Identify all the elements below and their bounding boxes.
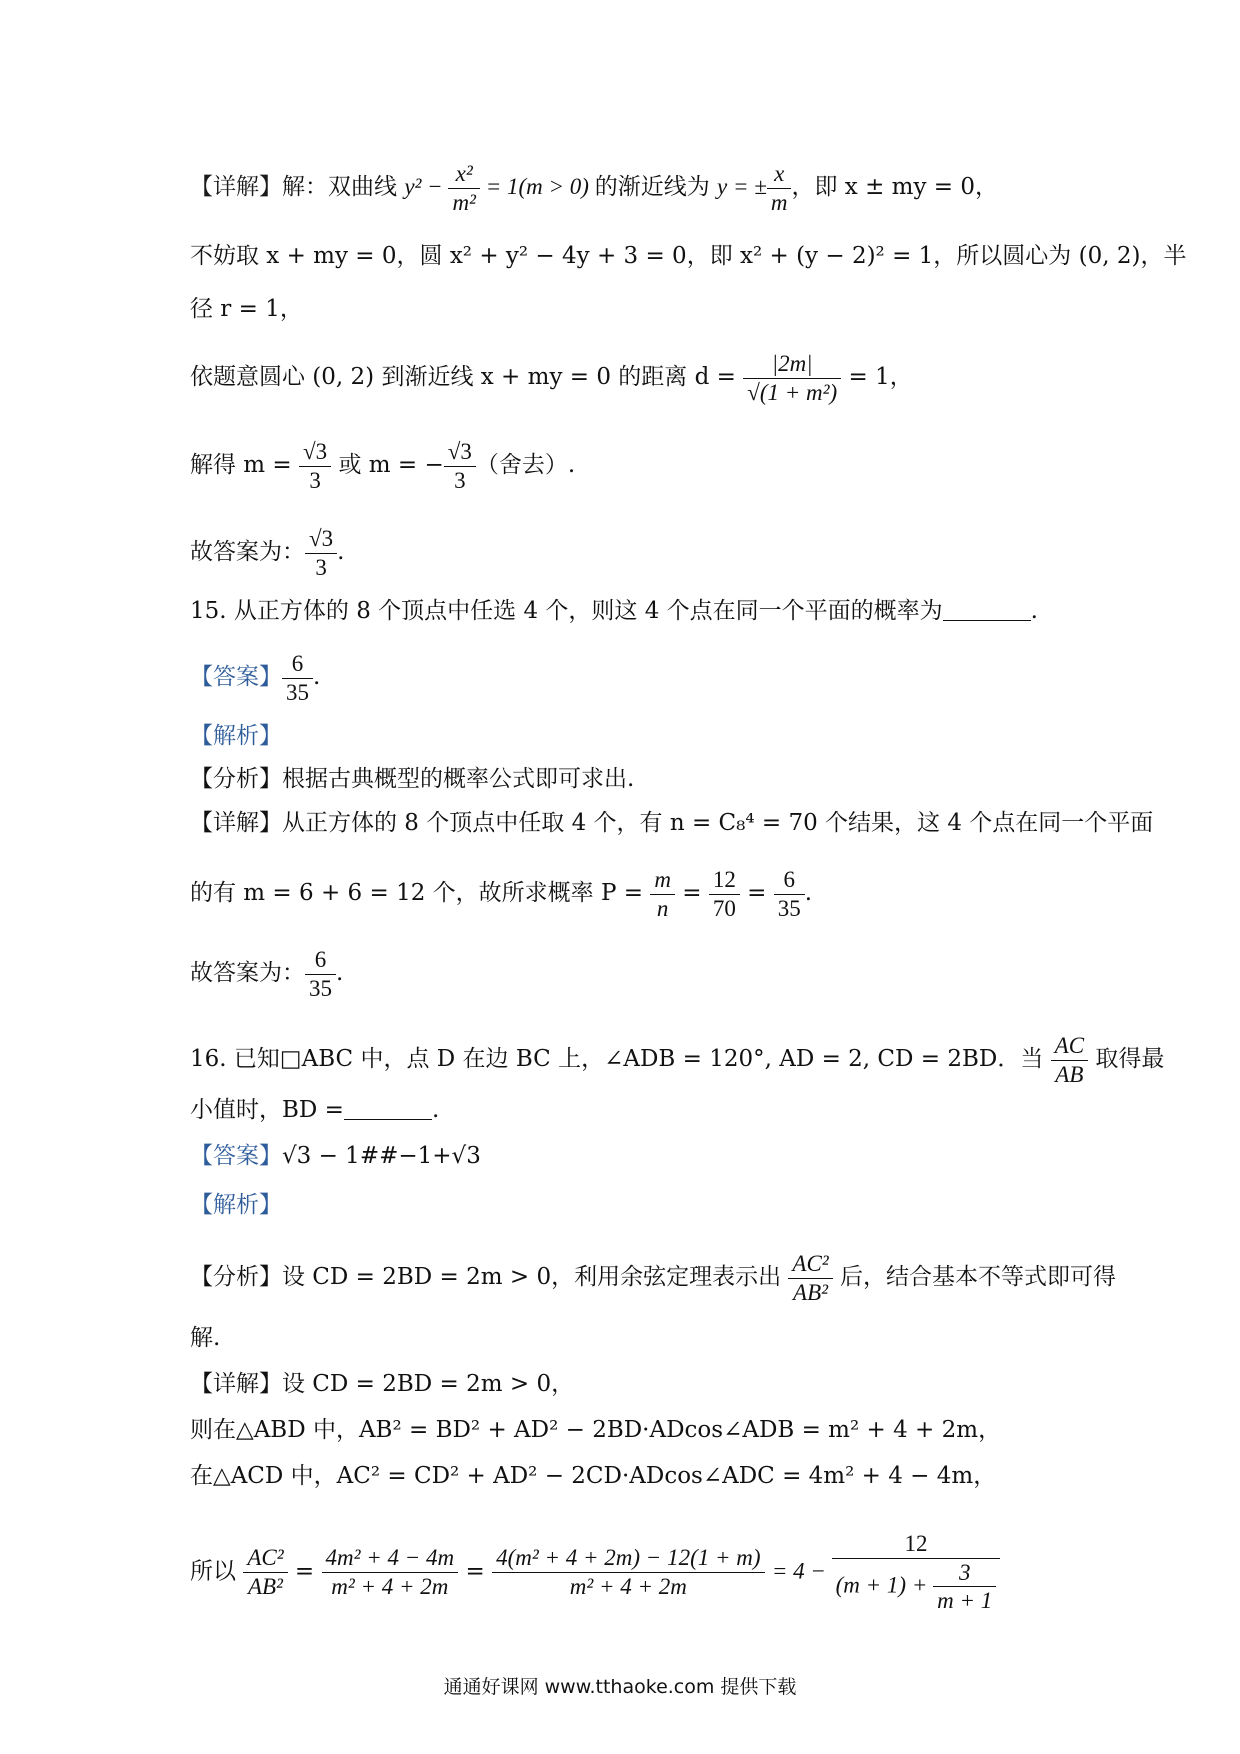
q15-final (190, 946, 343, 1002)
text: 的有 m = 6 + 6 = 12 个，故所求概率 P = (190, 880, 651, 907)
q16-fenxi (190, 1250, 1116, 1306)
text: . (431, 1097, 440, 1123)
q16-stem-2 (190, 1096, 439, 1125)
footer: 通通好课网 www.tthaoke.com 提供下载 (443, 1676, 797, 1698)
text: . (336, 960, 344, 987)
fraction (788, 1250, 832, 1306)
frac-num: AC² (243, 1544, 287, 1573)
frac-den: 3 (454, 467, 466, 493)
text: 故答案为： (190, 960, 305, 987)
q15-jiexi-tag: 【解析】 (190, 723, 282, 749)
fraction (322, 1544, 459, 1600)
frac-num: 4m² + 4 − 4m (322, 1544, 459, 1573)
fraction (444, 438, 476, 494)
frac-num: 12 (832, 1530, 1001, 1559)
sec1-line-4 (190, 350, 913, 406)
frac-num: √3 (305, 525, 337, 554)
text: 小值时，BD = (190, 1097, 344, 1123)
frac-den: √(1 + m²) (747, 379, 838, 405)
frac-num: 6 (305, 946, 336, 975)
frac-den: m² (452, 189, 476, 215)
frac-den: m + 1 (937, 1588, 993, 1614)
text: 取得最 (1088, 1046, 1165, 1073)
frac-den: 35 (309, 975, 332, 1001)
text: 或 m = − (331, 452, 444, 479)
text: 从正方体的 8 个顶点中任取 4 个，有 n = C₈⁴ = 70 个结果，这 4 个点在同一个平面 (282, 810, 1154, 836)
frac-num: m (650, 866, 675, 895)
text: 后，结合基本不等式即可得 (832, 1264, 1117, 1291)
answer-blank (344, 1096, 432, 1120)
text: . (337, 539, 345, 566)
fraction (774, 866, 805, 922)
frac-den: 35 (286, 679, 309, 705)
fraction (305, 946, 336, 1002)
sec1-line-6 (190, 525, 344, 581)
fraction (743, 350, 841, 406)
text: 解：双曲线 (282, 174, 405, 201)
frac-den: m (770, 189, 788, 215)
frac-den: 70 (712, 895, 736, 921)
answer-tag: 【答案】 (190, 1143, 282, 1169)
frac-num: x (767, 160, 792, 189)
frac-den: 3 (309, 467, 321, 493)
fraction (448, 160, 480, 216)
fraction (933, 1559, 996, 1615)
text: 的渐近线为 (594, 174, 717, 201)
detail-tag: 【详解】 (190, 174, 282, 201)
frac-den: AB² (247, 1573, 283, 1599)
text: 解得 m = (190, 452, 300, 479)
math: y² − (404, 174, 449, 200)
frac-num: x² (448, 160, 480, 189)
text: (m + 1) + (835, 1571, 934, 1597)
fraction (243, 1544, 287, 1600)
text: 所以 (190, 1558, 244, 1585)
q15-stem (190, 597, 1038, 626)
q16-xiangjie-1 (190, 1371, 574, 1399)
frac-num: 6 (774, 866, 805, 895)
text: 依题意圆心 (0, 2) 到渐近线 x + my = 0 的距离 d = (190, 364, 744, 391)
q16-xiangjie-3: 在△ACD 中，AC² = CD² + AD² − 2CD·ADcos∠ADC = 4m² + 4 − 4m， (190, 1463, 997, 1489)
frac-den (832, 1559, 1001, 1615)
q16-stem-1 (190, 1032, 1164, 1088)
text: 16. 已知□ABC 中，点 D 在边 BC 上，∠ADB = 120°, AD = 2, CD = 2BD．当 (190, 1046, 1051, 1073)
q16-jiexi-tag: 【解析】 (190, 1192, 282, 1218)
text: （舍去）. (475, 452, 576, 479)
fraction (305, 525, 337, 581)
fraction (299, 438, 331, 494)
text: ，即 x ± my = 0， (791, 174, 998, 201)
frac-den: m² + 4 + 2m (569, 1573, 687, 1599)
frac-num: 4(m² + 4 + 2m) − 12(1 + m) (492, 1544, 764, 1573)
text: 设 CD = 2BD = 2m > 0， (282, 1371, 575, 1397)
frac-num: 6 (282, 650, 313, 679)
sec1-line-2: 不妨取 x + my = 0，圆 x² + y² − 4y + 3 = 0，即 x² + (y − 2)² = 1，所以圆心为 (0, 2)，半 (190, 243, 1187, 269)
text: 设 CD = 2BD = 2m > 0，利用余弦定理表示出 (282, 1264, 789, 1291)
math: = 4 − (771, 1558, 832, 1584)
fraction (492, 1544, 764, 1600)
q16-answer (190, 1143, 481, 1171)
sec1-line-3: 径 r = 1， (190, 296, 303, 322)
fraction (282, 650, 313, 706)
frac-den: n (656, 895, 669, 921)
frac-num: 3 (933, 1559, 996, 1588)
frac-num: √3 (444, 438, 476, 467)
frac-num: AC (1051, 1032, 1088, 1061)
detail-tag: 【详解】 (190, 810, 282, 836)
frac-num: |2m| (743, 350, 841, 379)
text: 根据古典概型的概率公式即可求出. (282, 766, 635, 792)
math: = 1(m > 0) (479, 174, 595, 200)
text: √3 − 1##−1+√3 (282, 1143, 481, 1169)
fraction (1051, 1032, 1088, 1088)
text: 故答案为： (190, 539, 305, 566)
q15-xiangjie-2: 的有 m = 6 + 6 = 12 个，故所求概率 P = $\frac{m}{n}$ = $\frac{12}{70}$ = $\frac{6}{35}$ . (190, 867, 813, 921)
q16-fenxi-2: 解. (190, 1325, 221, 1351)
text: . (313, 664, 321, 691)
fraction (650, 866, 675, 922)
text: . (1030, 598, 1038, 624)
fraction (767, 160, 792, 216)
fraction (709, 866, 740, 922)
q15-fenxi (190, 766, 634, 794)
frac-den: 35 (777, 895, 801, 921)
sec1-line-5 (190, 438, 575, 494)
q15-xiangjie-1 (190, 810, 1153, 838)
fenxi-tag: 【分析】 (190, 1264, 282, 1291)
frac-den: m² + 4 + 2m (331, 1573, 449, 1599)
frac-num: 12 (709, 866, 740, 895)
frac-num: AC² (788, 1250, 832, 1279)
frac-den: AB² (793, 1279, 829, 1305)
answer-tag: 【答案】 (190, 664, 282, 691)
text: 15. 从正方体的 8 个顶点中任选 4 个，则这 4 个点在同一个平面的概率为 (190, 598, 943, 624)
sec1-line-1 (190, 160, 998, 216)
q15-answer (190, 650, 320, 706)
text: . (804, 880, 813, 907)
detail-tag: 【详解】 (190, 1371, 282, 1397)
answer-blank (943, 597, 1031, 621)
frac-den: 3 (315, 554, 327, 580)
q16-xiangjie-4: 所以 $\frac{\text{AC²}}{\text{AB²}}$ = $\frac{\text{4m² + 4 − 4m}}{\text{m² + 4 + 2m}}$ = $\frac{\text{4(m² + 4 + 2m) − 12(1 + m)}}{\text{m² + 4 + 2m}}$ = 4 − 12 (m + 1) + $\frac{3}{m + 1}$ (190, 1530, 1000, 1615)
text: = 1， (841, 364, 913, 391)
math: y = ± (717, 174, 767, 200)
fenxi-tag: 【分析】 (190, 766, 282, 792)
frac-num: √3 (299, 438, 331, 467)
fraction (832, 1530, 1001, 1615)
q16-xiangjie-2: 则在△ABD 中，AB² = BD² + AD² − 2BD·ADcos∠ADB = m² + 4 + 2m， (190, 1417, 1002, 1443)
frac-den: AB (1055, 1061, 1084, 1087)
